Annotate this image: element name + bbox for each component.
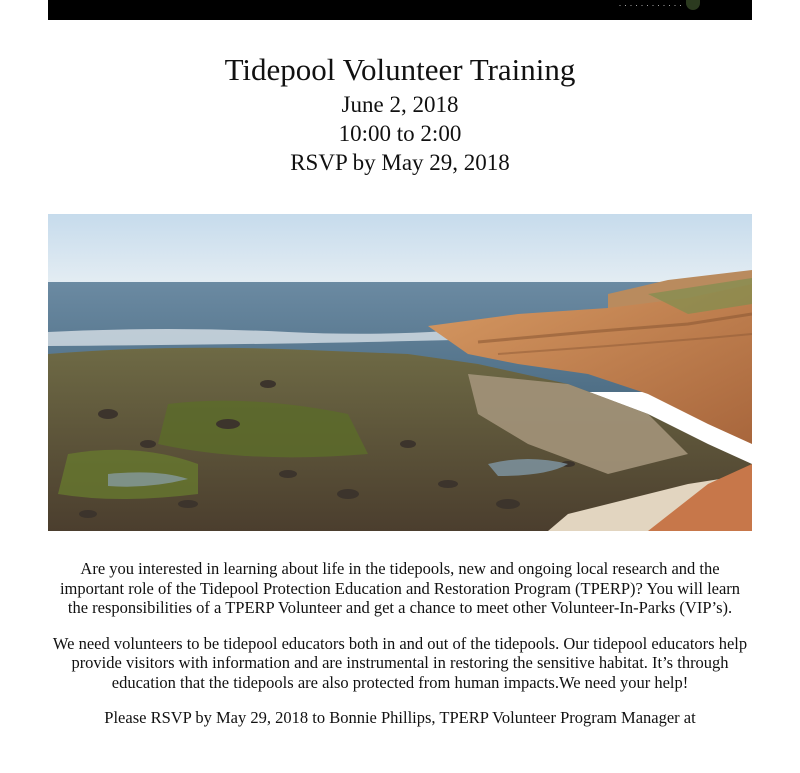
park-shield-icon <box>686 0 700 10</box>
header-banner <box>48 0 752 20</box>
rsvp-deadline: RSVP by May 29, 2018 <box>290 150 510 175</box>
sky <box>48 214 752 284</box>
volunteer-need-paragraph: We need volunteers to be tidepool educators both in and out of the tidepools. Our tidepool educators help provide visitors with information and are instrumental in restoring the sensitive habitat. It’s through education that the tidepools are also protected from human impacts.We need your help! <box>52 633 748 692</box>
event-time: 10:00 to 2:00 <box>338 121 462 146</box>
event-date: June 2, 2018 <box>341 92 459 117</box>
page-title: Tidepool Volunteer Training <box>224 52 576 87</box>
intro-paragraph: Are you interested in learning about life in the tidepools, new and ongoing local research and the important role of the Tidepool Protection Education and Restoration Program (TPERP)? You will learn the responsibilities of a TPERP Volunteer and get a chance to meet other Volunteer-In-Parks (VIP’s). <box>59 559 741 617</box>
event-header <box>0 50 800 177</box>
description <box>52 559 748 744</box>
tidepool-coastline-photo <box>48 214 752 531</box>
rsvp-paragraph: Please RSVP by May 29, 2018 to Bonnie Phillips, TPERP Volunteer Program Manager at <box>104 708 696 727</box>
banner-text: · · · · · · · · · · · · <box>618 0 682 10</box>
